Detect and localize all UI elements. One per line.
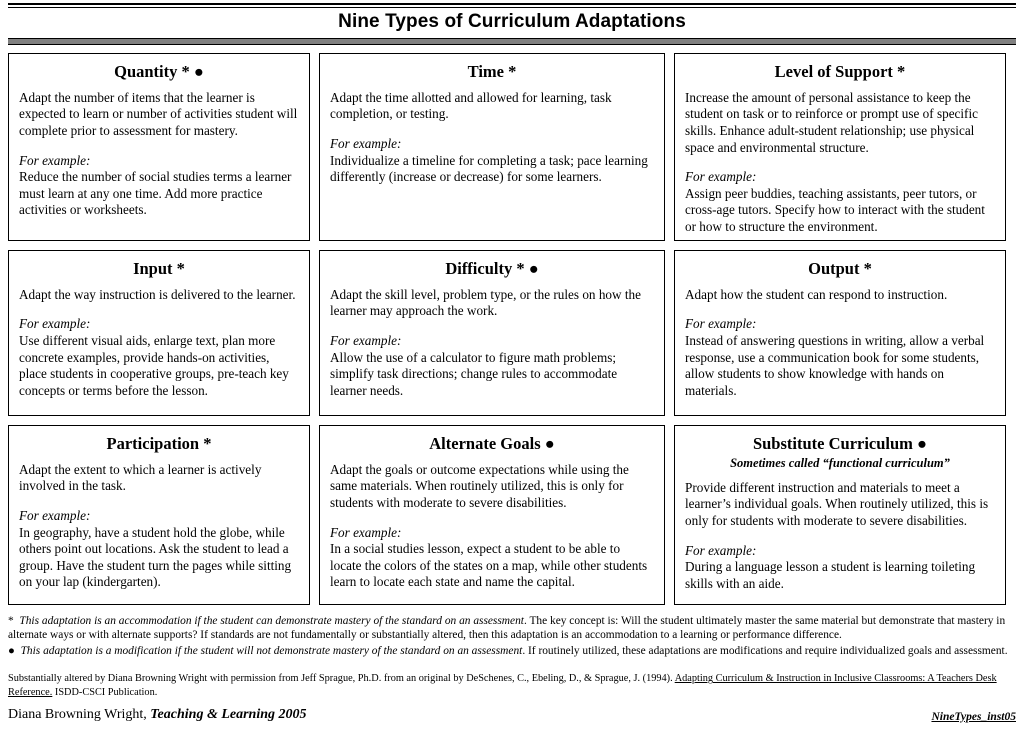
cell-example: Individualize a timeline for completing a task; pace learning differently (increase or decrease) for some learners.: [330, 152, 648, 185]
cell-description: Increase the amount of personal assistance to keep the student on task or to reinforce or prompt use of specific skills. Enhance adult-student relationship; use physical space and environmental structure.: [685, 89, 978, 155]
cell-title: Level of Support *: [774, 61, 906, 81]
author-byline: [8, 707, 307, 723]
footnote-accommodation: [8, 614, 1016, 643]
footnote-italic-text: This adaptation is a modification if the student will not demonstrate mastery of the standard on an assessment: [20, 644, 523, 657]
footnote-text: . The key concept is: Will the student ultimately master the same material but demonstrate that mastery in alternate ways or with alternate supports? If standards are not fundamentally or substantially altered, then this adaptation is an accommodation to a learning or performance difference.: [8, 614, 1006, 642]
cell-example-label: For example:: [685, 169, 757, 185]
cell-body: [330, 462, 654, 591]
grid-row: [8, 250, 1016, 416]
cell-subtitle: Sometimes called “functional curriculum”: [730, 455, 950, 470]
adaptation-cell-level-of-support: [674, 53, 1006, 241]
adaptation-cell-difficulty: [319, 250, 665, 416]
adaptation-cell-quantity: [8, 53, 310, 241]
footnotes: [8, 614, 1016, 658]
cell-example-label: For example:: [19, 316, 91, 332]
cell-example-label: For example:: [330, 135, 402, 151]
cell-description: Adapt the skill level, problem type, or the rules on how the learner may approach the work.: [330, 286, 641, 319]
cell-example: Instead of answering questions in writing, allow a verbal response, use a communication book for some students, allow students to show knowledge with hands on materials.: [685, 332, 985, 398]
grid-row: [8, 425, 1016, 605]
adaptation-cell-output: [674, 250, 1006, 416]
cell-example-label: For example:: [685, 316, 757, 332]
title-rule-top: [8, 3, 1016, 5]
cell-title: Output *: [808, 258, 872, 278]
cell-example: Assign peer buddies, teaching assistants, peer tutors, or cross-age tutors. Specify how to interact with the student or how to structure the environment.: [685, 185, 985, 235]
cell-title: Difficulty * ●: [445, 258, 539, 278]
cell-description: Adapt the time allotted and allowed for learning, task completion, or testing.: [330, 89, 612, 122]
cell-title: Time *: [467, 61, 517, 81]
cell-description: Adapt the goals or outcome expectations while using the same materials. When routinely utilized, this is only for students with moderate to severe disabilities.: [330, 461, 629, 510]
cell-title: Alternate Goals ●: [429, 433, 555, 453]
adaptation-cell-participation: [8, 425, 310, 605]
cell-description: Adapt the number of items that the learner is expected to learn or number of activities student will complete prior to assessment for mastery.: [19, 89, 298, 138]
credits-text-after: ISDD-CSCI Publication.: [52, 686, 158, 698]
publication-name: Teaching & Learning 2005: [150, 706, 307, 722]
cell-title: Quantity * ●: [114, 61, 204, 81]
cell-title: Participation *: [106, 433, 212, 453]
cell-example-label: For example:: [685, 542, 757, 558]
cell-example: Use different visual aids, enlarge text, plan more concrete examples, provide hands-on activities, place students in cooperative groups, pre-teach key concepts or terms before the lesson.: [19, 332, 289, 398]
adaptation-cell-input: [8, 250, 310, 416]
credits-text-before: Substantially altered by Diana Browning Wright with permission from Jeff Sprague, Ph.D. from an original by DeSchenes, C., Ebeling, D., & Sprague, J. (1994).: [8, 673, 675, 685]
cell-description: Provide different instruction and materials to meet a learner’s individual goals. When routinely utilized, this is only for students with moderate to severe disabilities.: [685, 479, 989, 528]
cell-example-label: For example:: [330, 332, 402, 348]
adaptation-cell-substitute-curriculum: [674, 425, 1006, 605]
adaptation-cell-time: [319, 53, 665, 241]
cell-body: [685, 287, 995, 400]
document-reference-code: NineTypes_inst05: [931, 710, 1016, 723]
title-block: [8, 3, 1016, 45]
cell-title: Substitute Curriculum ●: [752, 433, 928, 453]
footnote-text: . If routinely utilized, these adaptations are modifications and require individualized goals and assessment.: [522, 644, 1008, 657]
footnote-marker-bullet: ●: [8, 644, 15, 657]
cell-body: [685, 480, 995, 593]
cell-title: Input *: [133, 258, 185, 278]
footnote-marker-asterisk: *: [8, 614, 14, 627]
cell-example: Reduce the number of social studies terms a learner must learn at any one time. Add more practice activities or worksheets.: [19, 169, 292, 218]
cell-body: [685, 90, 995, 236]
cell-example: Allow the use of a calculator to figure math problems; simplify task directions; change rules to accommodate learner needs.: [330, 349, 618, 398]
footnote-modification: [8, 644, 1016, 658]
cell-description: Adapt how the student can respond to instruction.: [685, 286, 948, 302]
credits-line: [8, 672, 1016, 699]
credits-book-title: Adapting Curriculum & Instruction in Inclusive Classrooms: A Teachers Desk Reference.: [8, 673, 997, 698]
document-page: [0, 3, 1024, 738]
author-name: Diana Browning Wright,: [8, 706, 151, 722]
footnote-italic-text: This adaptation is an accommodation if the student can demonstrate mastery of the standard on an assessment: [19, 614, 524, 627]
adaptations-grid: [8, 53, 1016, 605]
cell-body: [330, 287, 654, 400]
cell-description: Adapt the extent to which a learner is actively involved in the task.: [19, 461, 262, 494]
adaptation-cell-alternate-goals: [319, 425, 665, 605]
cell-body: [19, 287, 299, 400]
cell-body: [330, 90, 654, 186]
cell-example-label: For example:: [330, 524, 402, 540]
cell-example-label: For example:: [19, 152, 91, 168]
byline-row: [8, 707, 1016, 723]
cell-example-label: For example:: [19, 507, 91, 523]
title-rule-bottom: [8, 38, 1016, 45]
cell-description: Adapt the way instruction is delivered to the learner.: [19, 286, 296, 302]
cell-example: In a social studies lesson, expect a student to be able to locate the colors of the states on a map, while other students learn to locate each state and name the capital.: [330, 541, 648, 590]
cell-example: During a language lesson a student is learning toileting skills with an aide.: [685, 559, 976, 591]
cell-body: [19, 90, 299, 219]
cell-body: [19, 462, 299, 591]
grid-row: [8, 53, 1016, 241]
cell-example: In geography, have a student hold the globe, while others point out locations. Ask the student to lead a group. Have the student turn the pages while sitting on your lap (kindergarten).: [19, 524, 292, 590]
page-title: Nine Types of Curriculum Adaptations: [338, 11, 686, 32]
